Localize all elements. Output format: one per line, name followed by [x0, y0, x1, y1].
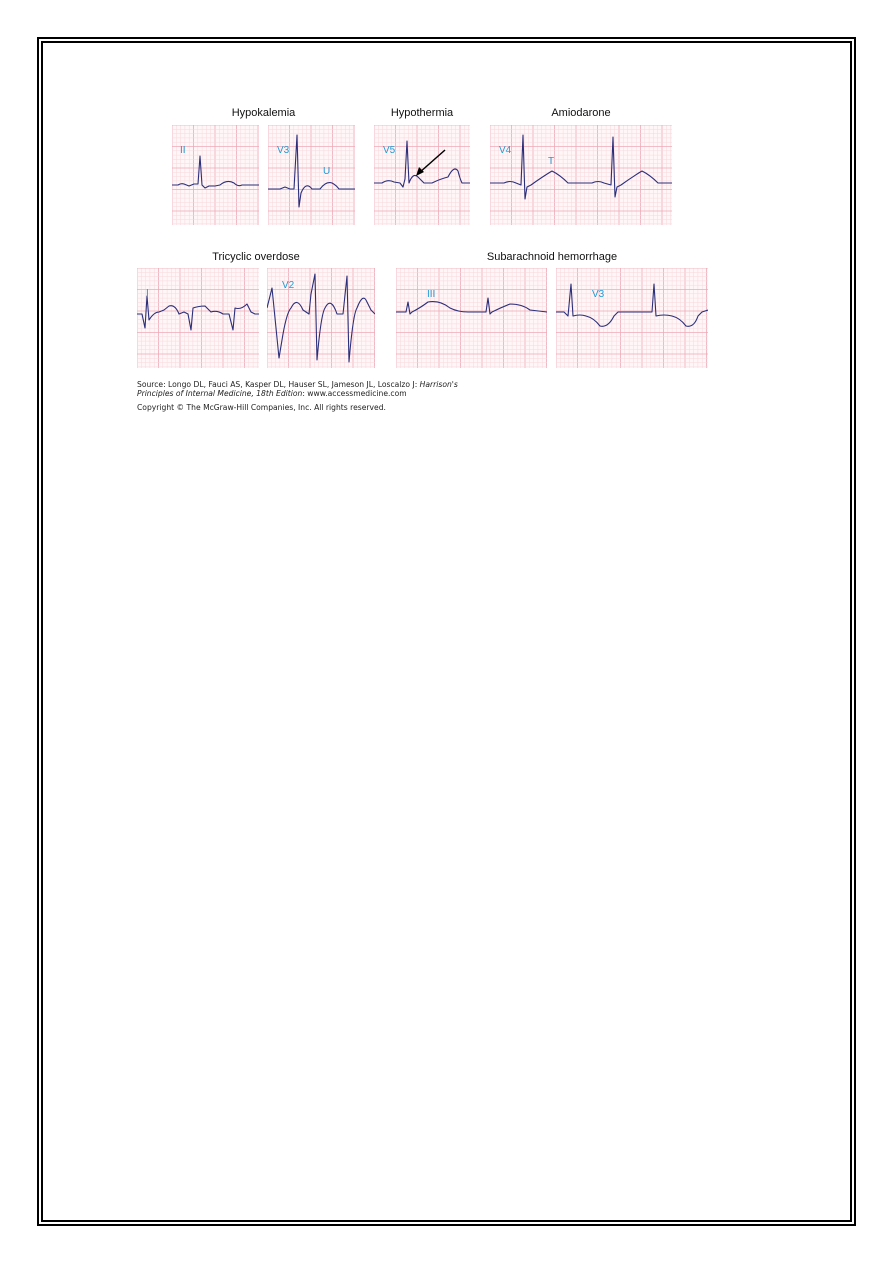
source-suffix: : www.accessmedicine.com — [302, 389, 407, 399]
ecg-paper — [137, 268, 259, 368]
lead-label-u-wave: U — [323, 166, 331, 177]
title-subarachnoid-hemorrhage: Subarachnoid hemorrhage — [486, 251, 618, 263]
lead-label-v3: V3 — [277, 145, 290, 156]
ecg-strip-subarachnoid-v3 — [556, 268, 708, 368]
lead-label-v4: V4 — [499, 145, 512, 156]
ecg-trace — [268, 125, 355, 225]
ecg-strip-subarachnoid-iii — [396, 268, 547, 368]
lead-label-v5: V5 — [383, 145, 396, 156]
ecg-strip-hypokalemia-v3 — [268, 125, 355, 225]
title-hypokalemia: Hypokalemia — [231, 107, 296, 119]
ecg-trace — [137, 268, 259, 368]
ecg-trace — [556, 268, 708, 368]
ecg-strip-tricyclic-i — [137, 268, 259, 368]
ecg-strip-hypokalemia-ii — [172, 125, 259, 225]
source-citation — [137, 380, 557, 399]
ecg-trace — [490, 125, 672, 225]
ecg-trace — [396, 268, 547, 368]
lead-label-v2: V2 — [282, 280, 295, 291]
copyright-notice: Copyright © The McGraw-Hill Companies, Inc. All rights reserved. — [137, 403, 386, 412]
ecg-trace — [172, 125, 259, 225]
title-amiodarone: Amiodarone — [551, 107, 611, 119]
lead-label-t-wave: T — [548, 156, 555, 167]
title-tricyclic-overdose: Tricyclic overdose — [212, 251, 300, 263]
ecg-strip-hypothermia-v5 — [374, 125, 470, 225]
source-book-title-1: Harrison's — [419, 380, 458, 389]
source-prefix: Source: Longo DL, Fauci AS, Kasper DL, Hauser SL, Jameson JL, Loscalzo J: — [137, 380, 420, 389]
ecg-strip-amiodarone-v4 — [490, 125, 672, 225]
lead-label-iii: III — [427, 289, 436, 300]
lead-label-ii: II — [180, 145, 186, 156]
ecg-trace — [374, 125, 470, 225]
source-book-title-2: Principles of Internal Medicine, 18th Edition — [137, 389, 303, 399]
ecg-paper — [396, 268, 547, 368]
lead-label-i: I — [146, 288, 149, 299]
title-hypothermia: Hypothermia — [390, 107, 454, 119]
lead-label-v3-sah: V3 — [592, 289, 605, 300]
